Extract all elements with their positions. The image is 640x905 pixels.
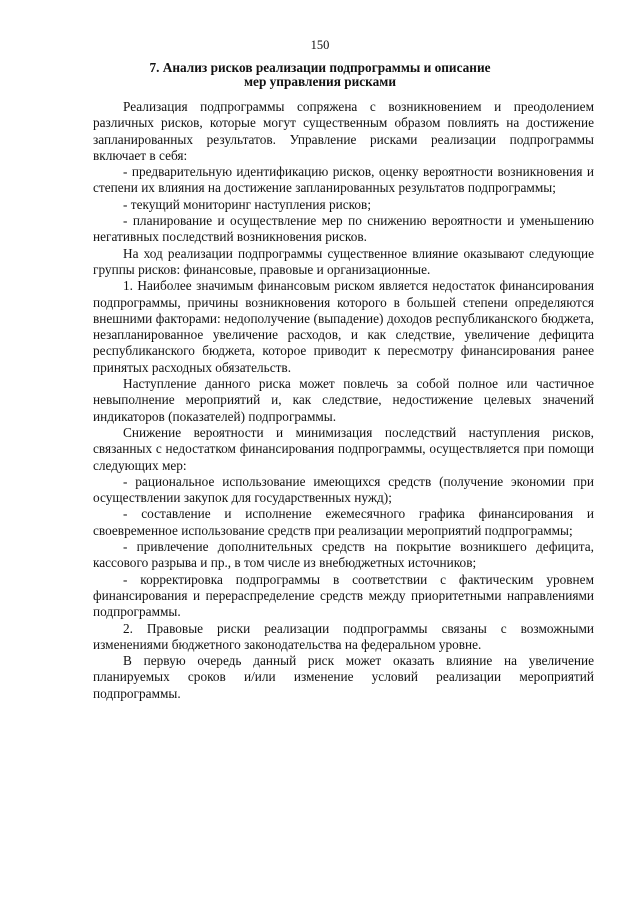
list-item: - составление и исполнение ежемесячного графика финансирования и своевременное использование средств при реализации мероприятий подпрограммы; — [93, 506, 594, 538]
list-item: - рациональное использование имеющихся средств (получение экономии при осуществлении закупок для государственных нужд); — [93, 473, 594, 506]
paragraph: На ход реализации подпрограммы существенное влияние оказывают следующие группы рисков: финансовые, правовые и организационные. — [93, 245, 594, 277]
document-body — [93, 99, 594, 702]
section-heading-line-1: 7. Анализ рисков реализации подпрограммы и описание — [149, 60, 491, 75]
list-item: - привлечение дополнительных средств на покрытие возникшего дефицита, кассового разрыва и пр., в том числе из внебюджетных источников; — [93, 539, 594, 571]
list-item: - предварительную идентификацию рисков, оценку вероятности возникновения и степени их влияния на достижение запланированных результатов подпрограммы; — [93, 164, 594, 196]
section-heading-line-2: мер управления рисками — [243, 73, 397, 89]
list-item: - текущий мониторинг наступления рисков; — [123, 196, 372, 212]
list-item: - планирование и осуществление мер по снижению вероятности и уменьшению негативных последствий возникновения рисков. — [93, 213, 594, 245]
paragraph: Снижение вероятности и минимизация последствий наступления рисков, связанных с недостатком финансирования подпрограммы, осуществляется при помощи следующих мер: — [93, 424, 594, 473]
paragraph: Реализация подпрограммы сопряжена с возникновением и преодолением различных рисков, которые могут существенным образом повлиять на достижение запланированных результатов. Управление рисками реализации подпрограммы включает в себя: — [93, 99, 594, 163]
section-heading — [100, 61, 540, 88]
page-number: 150 — [310, 38, 330, 52]
list-item: - корректировка подпрограммы в соответствии с фактическим уровнем финансирования и перераспределение средств между приоритетными направлениями подпрограммы. — [93, 571, 594, 620]
paragraph: 1. Наиболее значимым финансовым риском является недостаток финансирования подпрограммы, причины возникновения которого в большей степени определяются внешними факторами: недополучение (выпадение) доходов республиканского бюджета, незапланированное увеличение расходов, и как следствие, увеличение дефицита республиканского бюджета, которое приводит к пересмотру финансирования ранее принятых расходных обязательств. — [93, 278, 594, 375]
paragraph: Наступление данного риска может повлечь за собой полное или частичное невыполнение мероприятий и, как следствие, недостижение целевых значений индикаторов (показателей) подпрограммы. — [93, 376, 594, 424]
paragraph: В первую очередь данный риск может оказать влияние на увеличение планируемых сроков и/или изменение условий реализации мероприятий подпрограммы. — [93, 653, 594, 701]
paragraph: 2. Правовые риски реализации подпрограммы связаны с возможными изменениями бюджетного законодательства на федеральном уровне. — [93, 620, 594, 652]
